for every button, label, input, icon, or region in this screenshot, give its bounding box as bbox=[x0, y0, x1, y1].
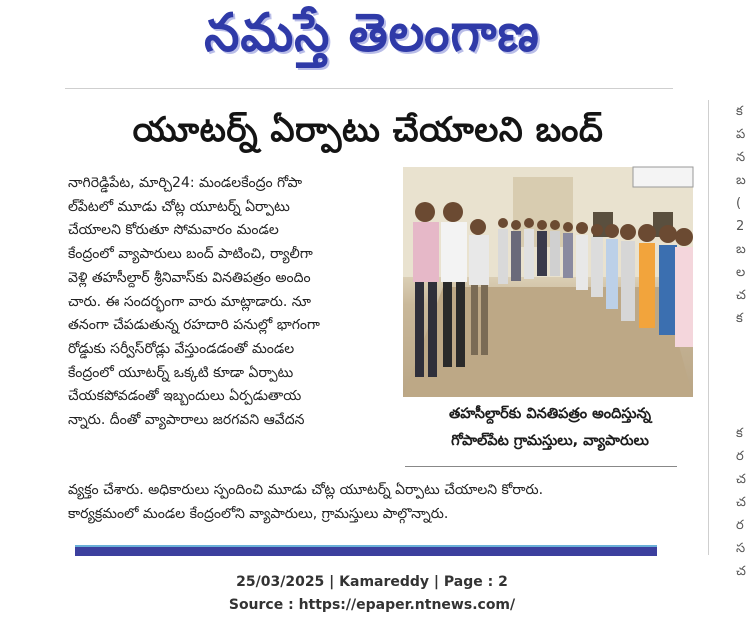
body-line: చేయకపోవడంతో ఇబ్బందులు ఏర్పడుతాయ bbox=[68, 388, 302, 405]
advertisement-strip bbox=[75, 545, 657, 556]
body-line: వ్యక్తం చేశారు. అధికారులు స్పందించి మూడు చోట్ల యూటర్న్ ఏర్పాటు చేయాలని కోరారు. bbox=[68, 482, 544, 498]
body-line: వెళ్లి తహసీల్దార్ శ్రీనివాస్‌కు వినతిపత్రం అందిం bbox=[68, 269, 311, 286]
caption-line: గోపాల్‌పేట గ్రామస్తులు, వ్యాపారులు bbox=[451, 433, 649, 449]
group-photo-illustration bbox=[403, 167, 693, 397]
article-headline: యూటర్న్ ఏర్పాటు చేయాలని బంద్ bbox=[132, 110, 604, 150]
body-line: కేంద్రంలో యూటర్న్ ఒక్కటి కూడా ఏర్పాటు bbox=[68, 364, 294, 381]
body-line: చారు. ఈ సందర్భంగా వారు మాట్లాడారు. నూ bbox=[68, 293, 311, 310]
body-line: కేంద్రంలో వ్యాపారులు బంద్ పాటించి, ర్యాలీగా bbox=[68, 246, 313, 263]
caption-underline bbox=[405, 466, 677, 467]
footer-meta: 25/03/2025 | Kamareddy | Page : 2 bbox=[236, 574, 508, 590]
masthead bbox=[0, 0, 744, 82]
article-photo bbox=[403, 167, 693, 397]
body-line: కార్యక్రమంలో మండల కేంద్రంలోని వ్యాపారులు, గ్రామస్తులు పాల్గొన్నారు. bbox=[68, 505, 449, 522]
body-line: ల్‌పేటలో మూడు చోట్ల యూటర్న్ ఏర్పాటు bbox=[68, 198, 290, 215]
body-line: నాగిరెడ్డిపేట, మార్చి24: మండలకేంద్రం గోపా bbox=[68, 175, 303, 191]
body-line: న్నారు. దీంతో వ్యాపారాలు జరగవని ఆవేదన bbox=[68, 412, 305, 429]
body-line: తనంగా చేపడుతున్న రహదారి పనుల్లో భాగంగా bbox=[68, 317, 320, 334]
body-line: చేయాలని కోరుతూ సోమవారం మండల bbox=[68, 222, 279, 239]
newspaper-logo: నమస్తే తెలంగాణ bbox=[204, 2, 540, 64]
caption-line: తహసీల్దార్‌కు వినతిపత్రం అందిస్తున్న bbox=[448, 406, 652, 422]
adjacent-article-fragment: క ప న బ ( 2 బ ల చ క క ర చ చ ర స చ bbox=[736, 104, 746, 579]
footer-source: Source : https://epaper.ntnews.com/ bbox=[228, 597, 516, 613]
body-line: రోడ్డుకు సర్వీస్‌రోడ్లు వేస్తుండడంతో మండల bbox=[68, 340, 295, 357]
article-body-full-width bbox=[68, 479, 708, 526]
masthead-divider bbox=[65, 88, 673, 89]
photo-caption bbox=[410, 401, 690, 455]
article-body-column bbox=[68, 172, 396, 433]
column-divider bbox=[708, 100, 709, 555]
